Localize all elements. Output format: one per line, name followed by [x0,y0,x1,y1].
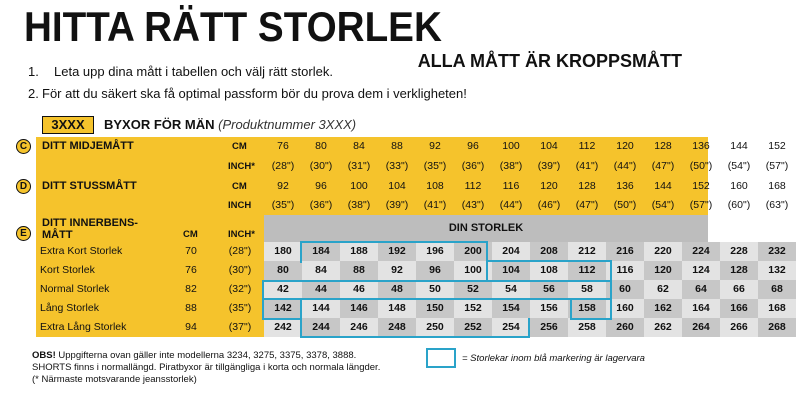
hip-inch-cell: (46") [537,199,561,211]
size-cell: 116 [606,261,644,280]
inseam-inch-label: INCH* [228,229,255,240]
stock-highlight-extra-long [300,318,530,338]
size-cell: 184 [302,242,340,261]
waist-inch-label: INCH* [228,161,255,172]
hip-inch-cell: (57") [689,199,713,211]
size-cell: 250 [416,318,454,337]
inseam-row-name: Lång Storlek [40,302,99,314]
page-subtitle: ALLA MÅTT ÄR KROPPSMÅTT [417,51,682,71]
hip-cm-cell: 136 [616,180,634,192]
waist-inch-cell: (47") [651,160,675,172]
size-cell: 60 [606,280,644,299]
size-cell: 108 [530,261,568,280]
waist-cm-cell: 96 [467,140,479,152]
hip-cm-cell: 152 [692,180,710,192]
size-cell: 244 [302,318,340,337]
waist-inch-cell: (50") [689,160,713,172]
waist-cm-cell: 104 [540,140,558,152]
hip-label: DITT STUSSMÅTT [42,180,137,192]
size-cell: 64 [682,280,720,299]
size-cell: 260 [606,318,644,337]
waist-inch-cell: (54") [727,160,751,172]
inseam-row-name: Extra Lång Storlek [40,321,127,333]
size-cell: 66 [720,280,758,299]
size-cell: 216 [606,242,644,261]
size-cell: 220 [644,242,682,261]
hip-inch-cell: (41") [423,199,447,211]
size-cell: 132 [758,261,796,280]
waist-cm-cell: 128 [654,140,672,152]
size-cell: 48 [378,280,416,299]
hip-cm-cell: 92 [277,180,289,192]
section-d-marker: D [16,179,31,194]
waist-label: DITT MIDJEMÅTT [42,140,134,152]
instruction-number: 1. [28,64,39,79]
size-cell: 166 [720,299,758,318]
hip-inch-cell: (47") [575,199,599,211]
size-cell: 252 [454,318,492,337]
waist-cm-cell: 80 [315,140,327,152]
waist-cm-cell: 144 [730,140,748,152]
size-cell: 212 [568,242,606,261]
product-name: BYXOR FÖR MÄN [104,117,215,132]
size-cell: 44 [302,280,340,299]
size-cell: 100 [454,261,492,280]
size-cell: 68 [758,280,796,299]
size-cell: 256 [530,318,568,337]
waist-cm-cell: 88 [391,140,403,152]
instruction-number: 2. [28,86,39,101]
waist-cm-cell: 136 [692,140,710,152]
size-cell: 268 [758,318,796,337]
hip-inch-row [264,196,796,215]
waist-inch-cell: (33") [385,160,409,172]
hip-inch-cell: (54") [651,199,675,211]
product-title [104,116,356,134]
inseam-row-inch: (30") [228,264,252,276]
hip-cm-cell: 128 [578,180,596,192]
waist-cm-cell: 120 [616,140,634,152]
hip-cm-cell: 108 [426,180,444,192]
stock-highlight-long [262,298,302,320]
size-cell: 258 [568,318,606,337]
notes [32,350,380,386]
size-cell: 148 [378,299,416,318]
size-header: DIN STORLEK [264,215,708,242]
size-cell: 84 [302,261,340,280]
size-cell: 104 [492,261,530,280]
hip-cm-cell: 96 [315,180,327,192]
size-cell: 208 [530,242,568,261]
hip-inch-cell: (50") [613,199,637,211]
waist-inch-cell: (36") [461,160,485,172]
inseam-row-cm: 82 [185,283,197,295]
size-cell: 54 [492,280,530,299]
hip-inch-cell: (35") [271,199,295,211]
hip-inch-cell: (39") [385,199,409,211]
waist-inch-row [264,157,796,176]
waist-inch-cell: (57") [765,160,789,172]
size-cell: 160 [606,299,644,318]
waist-cm-cell: 152 [768,140,786,152]
stock-highlight-short-right [486,260,612,282]
size-cell: 180 [264,242,302,261]
size-cell: 88 [340,261,378,280]
inseam-row-inch: (35") [228,302,252,314]
inseam-row-cm: 88 [185,302,197,314]
size-cell: 146 [340,299,378,318]
size-cell: 80 [264,261,302,280]
size-cell: 42 [264,280,302,299]
hip-inch-cell: (44") [499,199,523,211]
waist-cm-cell: 84 [353,140,365,152]
hip-cm-cell: 100 [350,180,368,192]
notes-line2: SHORTS finns i normallängd. Piratbyxor är tillgängliga i korta och normala längder. [32,362,381,373]
stock-highlight-long-right [570,298,612,320]
legend-text: = Storlekar inom blå markering är lagervara [462,353,645,364]
inseam-row-inch: (32") [228,283,252,295]
waist-cm-cell: 112 [578,140,596,152]
inseam-row-name: Kort Storlek [40,264,95,276]
stock-highlight-normal [262,280,612,300]
size-cell: 128 [720,261,758,280]
hip-cm-row [264,177,796,196]
size-cell: 200 [454,242,492,261]
hip-inch-cell: (60") [727,199,751,211]
inseam-row-inch: (28") [228,245,252,257]
instruction-2 [28,86,467,102]
section-e-marker: E [16,226,31,241]
inseam-row-name: Normal Storlek [40,283,110,295]
size-cell: 228 [720,242,758,261]
notes-line3: (* Närmaste motsvarande jeansstorlek) [32,374,197,385]
size-cell: 242 [264,318,302,337]
inseam-row-name: Extra Kort Storlek [40,245,123,257]
size-cell: 50 [416,280,454,299]
hip-cm-label: CM [232,181,247,192]
hip-cm-cell: 104 [388,180,406,192]
size-cell: 92 [378,261,416,280]
product-badge: 3XXX [42,116,94,134]
size-cell: 254 [492,318,530,337]
notes-line1: Uppgifterna ovan gäller inte modellerna 3234, 3275, 3375, 3378, 3888. [58,350,357,361]
instruction-text: För att du säkert ska få optimal passform bör du prova dem i verkligheten! [42,86,467,101]
size-cell: 262 [644,318,682,337]
hip-cm-cell: 120 [540,180,558,192]
hip-inch-label: INCH [228,200,252,211]
size-cell: 196 [416,242,454,261]
size-cell: 156 [530,299,568,318]
size-cell: 168 [758,299,796,318]
size-cell: 112 [568,261,606,280]
hip-inch-cell: (43") [461,199,485,211]
waist-inch-cell: (41") [575,160,599,172]
size-cell: 142 [264,299,302,318]
size-cell: 46 [340,280,378,299]
size-cell: 224 [682,242,720,261]
size-cell: 248 [378,318,416,337]
hip-cm-cell: 112 [464,180,482,192]
size-cell: 232 [758,242,796,261]
hip-inch-cell: (38") [347,199,371,211]
size-cell: 266 [720,318,758,337]
size-cell: 246 [340,318,378,337]
hip-cm-cell: 160 [730,180,748,192]
inseam-row-cm: 70 [185,245,197,257]
waist-inch-cell: (35") [423,160,447,172]
size-cell: 120 [644,261,682,280]
size-cell: 62 [644,280,682,299]
waist-inch-cell: (31") [347,160,371,172]
instruction-text: Leta upp dina mått i tabellen och välj rätt storlek. [54,64,333,79]
inseam-row-cm: 94 [185,321,197,333]
waist-inch-cell: (30") [309,160,333,172]
size-cell: 264 [682,318,720,337]
inseam-cm-label: CM [183,229,198,240]
size-cell: 158 [568,299,606,318]
inseam-label-line1: DITT INNERBENS- [42,217,138,229]
hip-cm-cell: 168 [768,180,786,192]
hip-cm-cell: 116 [502,180,520,192]
inseam-row-inch: (37") [228,321,252,333]
size-cell: 52 [454,280,492,299]
inseam-label-line2: MÅTT [42,229,73,241]
size-cell: 154 [492,299,530,318]
waist-inch-cell: (39") [537,160,561,172]
size-cell: 204 [492,242,530,261]
size-cell: 58 [568,280,606,299]
size-cell: 162 [644,299,682,318]
inseam-row-cm: 76 [185,264,197,276]
size-row [264,299,796,318]
waist-cm-label: CM [232,141,247,152]
size-cell: 56 [530,280,568,299]
size-cell: 96 [416,261,454,280]
stock-highlight-extra-short [300,241,488,263]
size-cell: 150 [416,299,454,318]
hip-cm-cell: 144 [654,180,672,192]
size-cell: 188 [340,242,378,261]
waist-cm-cell: 92 [429,140,441,152]
page-title: HITTA RÄTT STORLEK [24,3,442,50]
size-cell: 152 [454,299,492,318]
hip-inch-cell: (63") [765,199,789,211]
waist-inch-cell: (44") [613,160,637,172]
size-cell: 144 [302,299,340,318]
size-cell: 164 [682,299,720,318]
hip-inch-cell: (36") [309,199,333,211]
waist-inch-cell: (28") [271,160,295,172]
waist-cm-row [264,137,796,156]
product-number: (Produktnummer 3XXX) [218,117,357,132]
waist-cm-cell: 100 [502,140,520,152]
section-c-marker: C [16,139,31,154]
legend-swatch [426,348,456,368]
size-cell: 192 [378,242,416,261]
size-cell: 124 [682,261,720,280]
waist-inch-cell: (38") [499,160,523,172]
notes-bold: OBS! [32,350,56,361]
waist-cm-cell: 76 [277,140,289,152]
instruction-1 [28,64,333,80]
